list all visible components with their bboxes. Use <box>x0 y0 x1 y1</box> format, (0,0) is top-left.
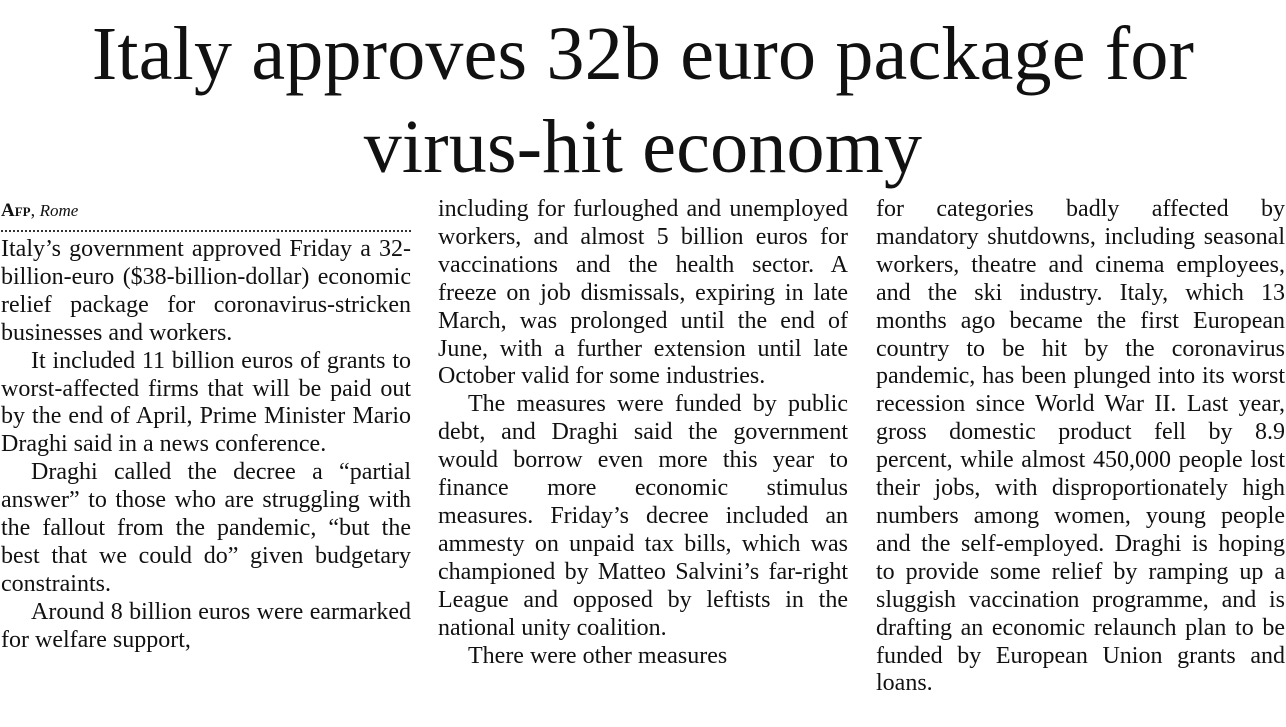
article-column-1 <box>1 196 411 655</box>
article-paragraph: The measures were funded by public debt, and Draghi said the government would borrow even more this year to finance more economic stimulus measures. Friday’s decree included an ammesty on unpaid tax bills, which was championed by Matteo Salvini’s far-right League and opposed by leftists in the national unity coalition. <box>438 391 848 641</box>
byline-divider <box>1 230 411 232</box>
byline <box>1 196 411 224</box>
article-column-2 <box>438 196 848 670</box>
byline-city: Rome <box>39 201 79 220</box>
article-paragraph: Around 8 billion euros were earmarked for welfare support, <box>1 598 411 653</box>
byline-agency: Afp <box>1 200 31 221</box>
article-paragraph-continued: including for furloughed and unemployed workers, and almost 5 billion euros for vaccinations and the health sector. A freeze on job dismissals, expiring in late March, was prolonged until the end of June, with a further extension until late October valid for some industries. <box>438 196 848 390</box>
article-paragraph: There were other measures <box>468 642 728 669</box>
byline-separator: , <box>30 200 36 220</box>
article-paragraph: Draghi called the decree a “partial answer” to those who are struggling with the fallout from the pandemic, “but the best that we could do” given budgetary constraints. <box>1 459 411 597</box>
article-headline: Italy approves 32b euro package for virus-hit economy <box>91 12 1195 189</box>
article-paragraph: It included 11 billion euros of grants to worst-affected firms that will be paid out by the end of April, Prime Minister Mario Draghi said in a news conference. <box>1 347 411 458</box>
article-paragraph-continued: for categories badly affected by mandatory shutdowns, including seasonal workers, theatre and cinema employees, and the ski industry. Italy, which 13 months ago became the first European country to be hit by the coronavirus pandemic, has been plunged into its worst recession since World War II. Last year, gross domestic product fell by 8.9 percent, while almost 450,000 people lost their jobs, with disproportionately high numbers among women, young people and the self-employed. Draghi is hoping to provide some relief by ramping up a sluggish vaccination programme, and is drafting an economic relaunch plan to be funded by European Union grants and loans. <box>876 196 1285 697</box>
article-column-3 <box>876 196 1285 698</box>
article-paragraph: Italy’s government approved Friday a 32-billion-euro ($38-billion-dollar) economic relief package for coronavirus-stricken businesses and workers. <box>1 236 411 346</box>
